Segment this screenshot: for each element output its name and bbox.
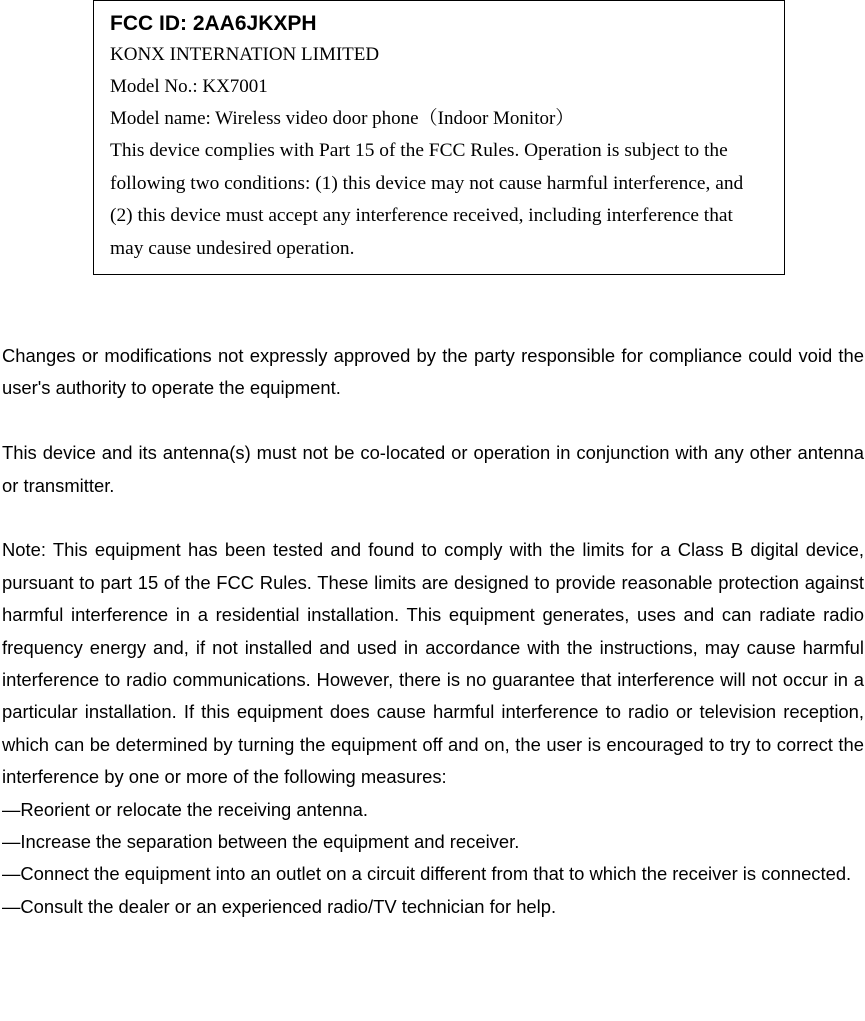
changes-paragraph: Changes or modifications not expressly approved by the party responsible for compliance could void the user's authority to operate the equipment. <box>2 345 864 399</box>
fcc-id: FCC ID: 2AA6JKXPH <box>110 12 317 35</box>
fcc-statement-body <box>2 340 864 923</box>
measure-item: —Increase the separation between the equipment and receiver. <box>2 831 520 853</box>
paragraph-spacer <box>2 405 864 437</box>
company-name: KONX INTERNATION LIMITED <box>110 44 380 65</box>
paragraph-spacer <box>2 502 864 534</box>
measure-item: —Consult the dealer or an experienced radio/TV technician for help. <box>2 895 557 917</box>
colocation-paragraph: This device and its antenna(s) must not be co-located or operation in conjunction with any other antenna or transmitter. <box>2 442 864 496</box>
measure-item: —Reorient or relocate the receiving antenna. <box>2 798 368 820</box>
model-number: Model No.: KX7001 <box>110 76 268 97</box>
fcc-label-box <box>93 0 785 275</box>
model-name: Model name: Wireless video door phone（Indoor Monitor） <box>110 108 575 129</box>
measure-item: —Connect the equipment into an outlet on a circuit different from that to which the receiver is connected. <box>2 863 852 885</box>
note-paragraph: Note: This equipment has been tested and found to comply with the limits for a Class B digital device, pursuant to part 15 of the FCC Rules. These limits are designed to provide reasonable protection against harmful interference in a residential installation. This equipment generates, uses and can radiate radio frequency energy and, if not installed and used in accordance with the instructions, may cause harmful interference to radio communications. However, there is no guarantee that interference will not occur in a particular installation. If this equipment does cause harmful interference to radio or television reception, which can be determined by turning the equipment off and on, the user is encouraged to try to correct the interference by one or more of the following measures: <box>2 539 864 788</box>
compliance-statement: This device complies with Part 15 of the FCC Rules. Operation is subject to the following two conditions: (1) this device may not cause harmful interference, and (2) this device must accept any interference received, including interference that may cause undesired operation. <box>110 140 744 259</box>
